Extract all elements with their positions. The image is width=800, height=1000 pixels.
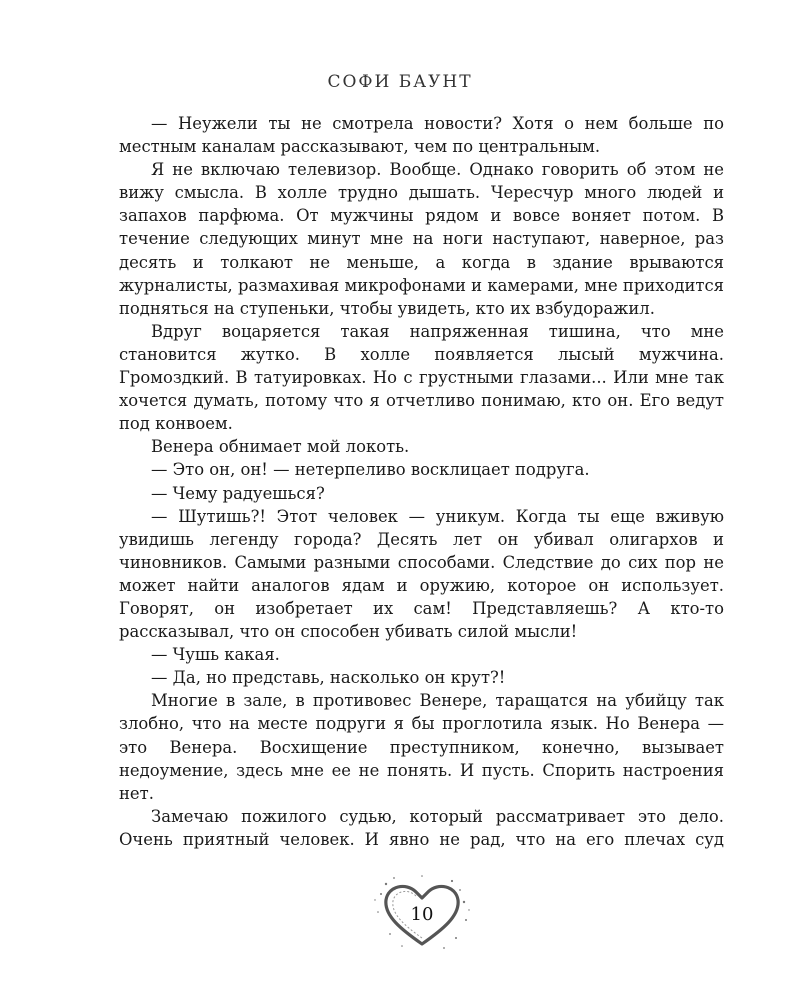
body-text — [119, 112, 724, 851]
paragraph: Многие в зале, в противовес Венере, таращатся на убийцу так злобно, что на месте подруги я бы проглотила язык. Но Венера — это Венера. Восхищение преступником, конечно, вызывает недоумение, здесь мне ее не понять. И пусть. Спорить настроения нет. — [119, 691, 724, 803]
paragraph: Вдруг воцаряется такая напряженная тишина, что мне становится жутко. В холле появляется лысый мужчина. Громоздкий. В татуировках. Но с грустными глазами... Или мне так хочется думать, потому что я отчетливо понимаю, кто он. Его ведут под конвоем. — [119, 321, 724, 434]
page-number: 10 — [410, 904, 434, 925]
paragraph: Замечаю пожилого судью, который рассматривает это дело. Очень приятный человек. И явно не рад, что на его плечах суд — [119, 806, 724, 849]
page-number-ornament — [372, 872, 472, 954]
running-title: СОФИ БАУНТ — [327, 72, 473, 92]
paragraph: — Неужели ты не смотрела новости? Хотя о нем больше по местным каналам рассказывают, чем по центральным. — [119, 114, 724, 157]
paragraph: — Чему радуешься? — [151, 483, 325, 503]
paragraph: Венера обнимает мой локоть. — [151, 437, 410, 457]
paragraph: — Чушь какая. — [151, 645, 280, 665]
paragraph: — Да, но представь, насколько он крут?! — [151, 668, 506, 688]
paragraph: — Шутишь?! Этот человек — уникум. Когда ты еще вживую увидишь легенду города? Десять лет он убивал олигархов и чиновников. Самыми разными способами. Следствие до сих пор не может найти аналогов ядам и оружию, которое он использует. Говорят, он изобретает их сам! Представляешь? А кто-то рассказывал, что он способен убивать силой мысли! — [119, 506, 724, 642]
paragraph: Я не включаю телевизор. Вообще. Однако говорить об этом не вижу смысла. В холле трудно дышать. Чересчур много людей и запахов парфюма. От мужчины рядом и вовсе воняет потом. В течение следующих минут мне на ноги наступают, наверное, раз десять и толкают не меньше, а когда в здание врываются журналисты, размахивая микрофонами и камерами, мне приходится подняться на ступеньки, чтобы увидеть, кто их взбудоражил. — [119, 160, 724, 318]
paragraph: — Это он, он! — нетерпеливо восклицает подруга. — [151, 460, 590, 480]
